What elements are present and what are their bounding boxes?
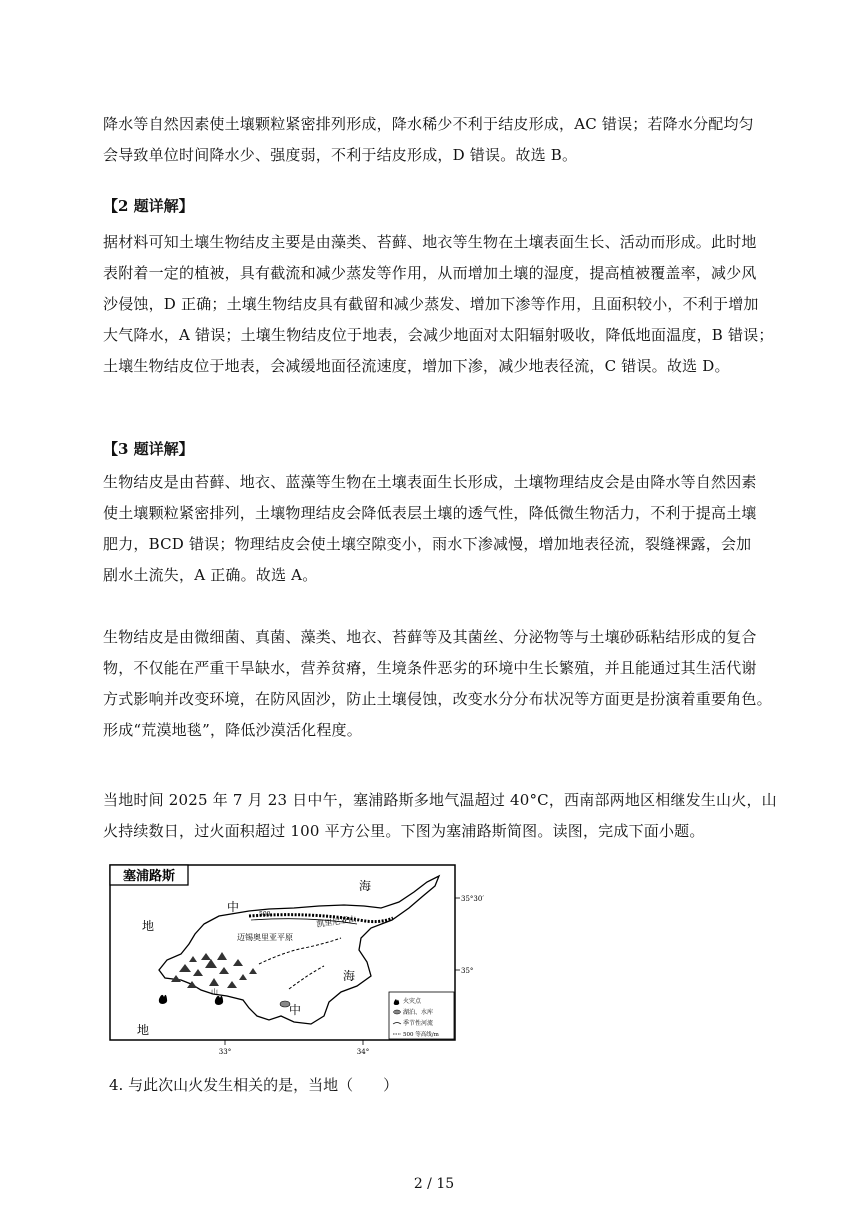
text-line: 会导致单位时间降水少、强度弱，不利于结皮形成，D 错误。故选 B。 — [103, 146, 578, 164]
paragraph-material — [103, 785, 777, 847]
text-line: 使土壤颗粒紧密排列，土壤物理结皮会降低表层土壤的透气性，降低微生物活力，不利于提高土壤 — [103, 504, 757, 522]
page-number: 2 / 15 — [413, 1176, 455, 1192]
contour-label: 500 — [259, 911, 271, 918]
text-line: 生物结皮是由微细菌、真菌、藻类、地衣、苔藓等及其菌丝、分泌物等与土壤砂砾粘结形成的复合 — [103, 628, 757, 646]
longitude-label: 34° — [356, 1048, 370, 1056]
map-legend — [389, 992, 454, 1039]
text-line: 剧水土流失，A 正确。故选 A。 — [103, 566, 318, 584]
longitude-label: 33° — [218, 1048, 232, 1056]
text-line: 形成“荒漠地毯”，降低沙漠活化程度。 — [103, 721, 362, 739]
paragraph-q3-explanation — [103, 467, 763, 591]
paragraph-biocrust-note — [103, 622, 772, 746]
text-line: 物，不仅能在严重干旱缺水，营养贫瘠，生境条件恶劣的环境中生长繁殖，并且能通过其生活代谢 — [103, 659, 757, 677]
sea-label: 地 — [137, 1023, 150, 1037]
mountain-label: 山 — [211, 988, 218, 996]
paragraph-continuation — [103, 109, 763, 171]
text-line: 土壤生物结皮位于地表，会减缓地面径流速度，增加下渗，减少地表径流，C 错误。故选 D。 — [103, 357, 730, 375]
legend-river: 季节性河流 — [403, 1020, 434, 1027]
text-line: 据材料可知土壤生物结皮主要是由藻类、苔藓、地衣等生物在土壤表面生长、活动而形成。此时地 — [103, 233, 757, 251]
text-line: 肥力，BCD 错误；物理结皮会使土壤空隙变小，雨水下渗减慢，增加地表径流，裂缝裸露，会加 — [103, 535, 752, 553]
text-line: 大气降水，A 错误；土壤生物结皮位于地表，会减少地面对太阳辐射吸收，降低地面温度，B 错误； — [103, 326, 774, 344]
sea-label: 地 — [142, 919, 155, 933]
map-title: 塞浦路斯 — [122, 869, 176, 884]
text-line: 降水等自然因素使土壤颗粒紧密排列形成，降水稀少不利于结皮形成，AC 错误；若降水分配均匀 — [103, 115, 754, 133]
text-line: 当地时间 2025 年 7 月 23 日中午，塞浦路斯多地气温超过 40°C，西南部两地区相继发生山火，山 — [103, 791, 777, 809]
cyprus-map-figure — [109, 864, 489, 1057]
latitude-label: 35°30′ — [461, 895, 484, 903]
latitude-label: 35° — [461, 967, 474, 975]
legend-contour: 500 等高线/m — [403, 1032, 439, 1038]
kyrenia-range-label: 凯里尼亚山 — [316, 914, 357, 929]
section-heading-q3: 【3 题详解】 — [103, 440, 194, 458]
text-line: 表附着一定的植被，具有截流和减少蒸发等作用，从而增加土壤的湿度，提高植被覆盖率，减少风 — [103, 264, 757, 282]
text-line: 方式影响并改变环境，在防风固沙，防止土壤侵蚀，改变水分分布状况等方面更是扮演着重要角色。 — [103, 690, 772, 708]
sea-label: 海 — [343, 969, 356, 983]
legend-fire: 火灾点 — [403, 998, 422, 1005]
mesaoria-plain-label: 迈锡奥里亚平原 — [237, 933, 293, 942]
text-line: 生物结皮是由苔藓、地衣、蓝藻等生物在土壤表面生长形成，土壤物理结皮会是由降水等自然因素 — [103, 473, 757, 491]
sea-label: 海 — [359, 879, 372, 893]
sea-label: 中 — [227, 900, 240, 914]
legend-lake: 湖泊、水库 — [403, 1009, 434, 1016]
text-line: 沙侵蚀，D 正确；土壤生物结皮具有截留和减少蒸发、增加下渗等作用，且面积较小，不利于增加 — [103, 295, 759, 313]
sea-label: 中 — [289, 1003, 302, 1017]
text-line: 火持续数日，过火面积超过 100 平方公里。下图为塞浦路斯简图。读图，完成下面小题。 — [103, 822, 705, 840]
paragraph-q2-explanation — [103, 227, 774, 382]
question-4: 4. 与此次山火发生相关的是，当地（ ） — [109, 1076, 399, 1094]
section-heading-q2: 【2 题详解】 — [103, 197, 194, 215]
